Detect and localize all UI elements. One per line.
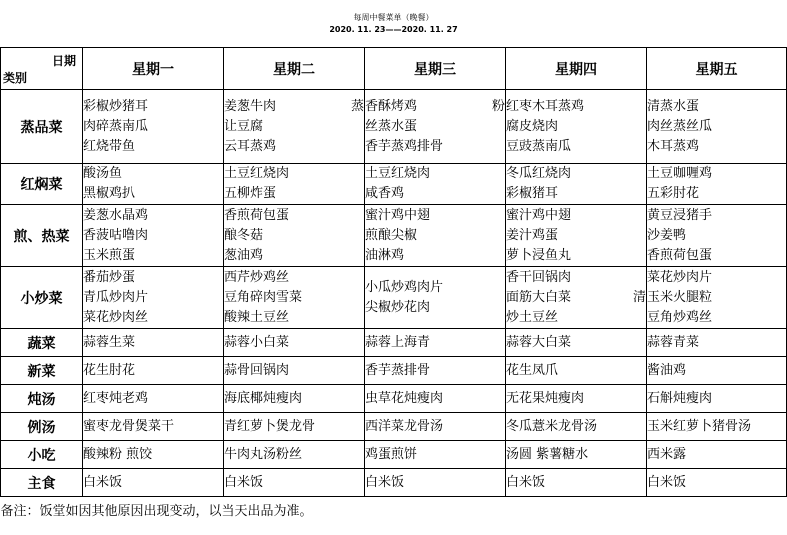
dish-item — [647, 246, 786, 266]
dish-item — [83, 184, 223, 204]
corner-category-label: 类别 — [3, 71, 28, 85]
dish-item — [365, 361, 505, 381]
dish-name: 葱油鸡 — [224, 247, 264, 263]
note-text: 备注：饭堂如因其他原因出现变动，以当天出品为准。 — [1, 497, 787, 522]
dish-name: 菜花炒肉丝 — [83, 309, 149, 325]
dish-name: 虫草花炖瘦肉 — [365, 390, 444, 406]
dish-name: 五柳炸蛋 — [224, 186, 277, 201]
dish-item — [506, 117, 646, 137]
dish-name: 蒜骨回锅肉 — [224, 362, 290, 378]
dish-item — [224, 164, 364, 184]
dish-name: 蒜蓉上海青 — [365, 334, 431, 350]
dish-cell — [365, 469, 506, 497]
dish-item — [224, 97, 364, 117]
dish-item — [224, 361, 364, 381]
dish-item — [224, 184, 364, 204]
dish-item — [83, 288, 223, 308]
dish-item — [224, 117, 364, 137]
dish-name: 玉米煎蛋 — [83, 247, 136, 263]
dish-name: 小瓜炒鸡肉片 — [365, 279, 444, 295]
dish-cell — [365, 90, 506, 164]
dish-name: 海底椰炖瘦肉 — [224, 390, 303, 406]
dish-cell — [506, 357, 647, 385]
dish-cell — [506, 267, 647, 329]
dish-name: 清蒸水蛋 — [647, 98, 700, 114]
category-label: 新菜 — [1, 357, 83, 385]
day-header-mon: 星期一 — [83, 48, 224, 90]
day-header-wed: 星期三 — [365, 48, 506, 90]
dish-cell — [83, 357, 224, 385]
dish-name: 蜜汁鸡中翅 — [365, 207, 431, 223]
dish-name: 西米露 — [647, 446, 687, 462]
dish-item — [506, 288, 646, 308]
dish-item — [224, 206, 364, 226]
menu-row — [1, 385, 787, 413]
dish-cell — [224, 357, 365, 385]
dish-cell — [647, 469, 787, 497]
dish-item — [647, 389, 786, 409]
dish-name: 青瓜炒肉片 — [83, 289, 149, 305]
dish-item — [224, 226, 364, 246]
dish-cell — [224, 329, 365, 357]
menu-row — [1, 441, 787, 469]
dish-item — [506, 184, 646, 204]
dish-name: 白米饭 — [224, 474, 264, 490]
dish-item — [506, 389, 646, 409]
dish-name: 让豆腐 — [224, 118, 264, 134]
dish-item — [365, 333, 505, 353]
dish-name: 姜汁鸡蛋 — [506, 227, 559, 243]
dish-item — [83, 97, 223, 117]
dish-item — [647, 417, 786, 437]
dish-name: 蒜蓉生菜 — [83, 334, 136, 350]
dish-name: 红枣炖老鸡 — [83, 390, 149, 406]
dish-name: 番茄炒蛋 — [83, 269, 136, 285]
dish-item — [83, 333, 223, 353]
dish-cell — [506, 329, 647, 357]
dish-item — [83, 417, 223, 437]
dish-cell — [83, 267, 224, 329]
dish-item — [83, 268, 223, 288]
dish-name: 姜葱水晶鸡 — [83, 207, 149, 223]
dish-name: 蒜蓉青菜 — [647, 334, 700, 350]
dish-name: 西洋菜龙骨汤 — [365, 418, 444, 434]
dish-item — [506, 268, 646, 288]
dish-cell — [506, 469, 647, 497]
dish-name: 香菠咕噜肉 — [83, 227, 149, 243]
dish-item — [647, 288, 786, 308]
dish-cell — [647, 205, 787, 267]
dish-cell — [365, 413, 506, 441]
menu-body — [1, 90, 787, 497]
dish-cell — [83, 90, 224, 164]
dish-name: 白米饭 — [365, 474, 405, 490]
dish-item — [647, 184, 786, 204]
dish-item — [83, 361, 223, 381]
dish-name: 彩椒猪耳 — [506, 186, 559, 201]
dish-item — [83, 117, 223, 137]
dish-cell — [647, 329, 787, 357]
category-label: 小炒菜 — [1, 267, 83, 329]
dish-cell — [83, 413, 224, 441]
dish-cell — [224, 267, 365, 329]
dish-item — [365, 117, 505, 137]
dish-name: 酿冬菇 — [224, 227, 264, 243]
dish-item — [647, 268, 786, 288]
dish-item — [83, 137, 223, 157]
dish-item — [506, 226, 646, 246]
overflow-char: 粉 — [491, 98, 505, 114]
category-label: 红焖菜 — [1, 164, 83, 205]
dish-name: 白米饭 — [83, 474, 123, 490]
dish-name: 花生肘花 — [83, 362, 136, 378]
dish-cell — [83, 441, 224, 469]
category-label: 蒸品菜 — [1, 90, 83, 164]
dish-item — [83, 164, 223, 184]
dish-cell — [506, 205, 647, 267]
header-row — [1, 48, 787, 90]
dish-name: 香干回锅肉 — [506, 269, 572, 285]
dish-item — [83, 226, 223, 246]
dish-name: 丝蒸水蛋 — [365, 118, 418, 134]
dish-cell — [647, 385, 787, 413]
dish-item — [365, 226, 505, 246]
dish-item — [365, 184, 505, 204]
dish-cell — [224, 469, 365, 497]
dish-name: 汤圆 紫薯糖水 — [506, 446, 589, 462]
dish-name: 土豆红烧肉 — [224, 166, 290, 181]
dish-name: 萝卜浸鱼丸 — [506, 247, 572, 263]
dish-cell — [224, 164, 365, 205]
dish-name: 土豆咖喱鸡 — [647, 166, 713, 181]
dish-cell — [83, 469, 224, 497]
dish-cell — [224, 205, 365, 267]
dish-item — [365, 164, 505, 184]
note-row — [1, 497, 787, 522]
corner-cell — [1, 48, 83, 90]
menu-row — [1, 357, 787, 385]
dish-item — [365, 206, 505, 226]
dish-name: 酸汤鱼 — [83, 166, 123, 181]
dish-name: 木耳蒸鸡 — [647, 138, 700, 154]
dish-name: 黑椒鸡扒 — [83, 186, 136, 201]
menu-row — [1, 329, 787, 357]
menu-row — [1, 267, 787, 329]
category-label: 小吃 — [1, 441, 83, 469]
dish-item — [647, 308, 786, 328]
dish-cell — [224, 385, 365, 413]
dish-name: 酸辣土豆丝 — [224, 309, 290, 325]
dish-cell — [224, 90, 365, 164]
dish-name: 尖椒炒花肉 — [365, 299, 431, 315]
dish-item — [224, 389, 364, 409]
dish-item — [647, 137, 786, 157]
dish-cell — [224, 413, 365, 441]
dish-name: 香芋蒸鸡排骨 — [365, 138, 444, 154]
dish-item — [365, 389, 505, 409]
dish-cell — [365, 357, 506, 385]
dish-name: 姜葱牛肉 — [224, 98, 277, 114]
dish-name: 咸香鸡 — [365, 186, 405, 201]
dish-cell — [647, 164, 787, 205]
dish-cell — [647, 413, 787, 441]
dish-name: 香煎荷包蛋 — [647, 247, 713, 263]
dish-cell — [365, 329, 506, 357]
category-label: 蔬菜 — [1, 329, 83, 357]
dish-item — [647, 226, 786, 246]
dish-name: 红枣木耳蒸鸡 — [506, 98, 585, 114]
menu-row — [1, 413, 787, 441]
dish-item — [647, 473, 786, 493]
dish-item — [506, 246, 646, 266]
dish-item — [224, 333, 364, 353]
day-header-fri: 星期五 — [647, 48, 787, 90]
dish-name: 沙姜鸭 — [647, 227, 687, 243]
dish-item — [365, 298, 505, 318]
dish-name: 西芹炒鸡丝 — [224, 269, 290, 285]
overflow-char: 蒸 — [350, 98, 364, 114]
dish-item — [506, 164, 646, 184]
dish-name: 蜜汁鸡中翅 — [506, 207, 572, 223]
dish-name: 玉米红萝卜猪骨汤 — [647, 418, 752, 434]
dish-cell — [647, 90, 787, 164]
menu-title: 每周中餐菜单（晚餐） — [353, 13, 434, 22]
dish-item — [365, 445, 505, 465]
date-range: 2020. 11. 23——2020. 11. 27 — [329, 25, 458, 34]
dish-item — [506, 308, 646, 328]
dish-item — [506, 206, 646, 226]
dish-item — [83, 473, 223, 493]
dish-name: 肉丝蒸丝瓜 — [647, 118, 713, 134]
dish-item — [506, 137, 646, 157]
dish-item — [506, 417, 646, 437]
category-label: 煎、热菜 — [1, 205, 83, 267]
dish-name: 无花果炖瘦肉 — [506, 390, 585, 406]
dish-cell — [365, 385, 506, 413]
dish-name: 青红萝卜煲龙骨 — [224, 418, 316, 434]
dish-item — [83, 308, 223, 328]
dish-cell — [506, 413, 647, 441]
dish-item — [83, 206, 223, 226]
dish-cell — [83, 205, 224, 267]
dish-name: 煎酿尖椒 — [365, 227, 418, 243]
dish-cell — [506, 385, 647, 413]
dish-item — [365, 473, 505, 493]
dish-item — [83, 246, 223, 266]
dish-cell — [506, 164, 647, 205]
dish-name: 腐皮烧肉 — [506, 118, 559, 134]
dish-cell — [647, 441, 787, 469]
menu-row — [1, 205, 787, 267]
day-header-thu: 星期四 — [506, 48, 647, 90]
menu-row — [1, 90, 787, 164]
dish-item — [647, 117, 786, 137]
dish-item — [506, 473, 646, 493]
dish-name: 冬瓜薏米龙骨汤 — [506, 418, 598, 434]
dish-item — [506, 97, 646, 117]
dish-item — [647, 97, 786, 117]
dish-name: 炒土豆丝 — [506, 309, 559, 325]
category-label: 主食 — [1, 469, 83, 497]
dish-name: 酸辣粉 煎饺 — [83, 446, 153, 462]
dish-name: 花生凤爪 — [506, 362, 559, 378]
dish-name: 云耳蒸鸡 — [224, 138, 277, 154]
dish-item — [224, 308, 364, 328]
dish-item — [83, 389, 223, 409]
dish-name: 白米饭 — [647, 474, 687, 490]
dish-name: 蒜蓉小白菜 — [224, 334, 290, 350]
dish-cell — [224, 441, 365, 469]
dish-item — [365, 97, 505, 117]
dish-name: 香芋蒸排骨 — [365, 362, 431, 378]
dish-item — [83, 445, 223, 465]
dish-cell — [83, 329, 224, 357]
dish-name: 豆角炒鸡丝 — [647, 309, 713, 325]
dish-name: 肉碎蒸南瓜 — [83, 118, 149, 134]
dish-item — [224, 288, 364, 308]
dish-name: 冬瓜红烧肉 — [506, 166, 572, 181]
dish-name: 彩椒炒猪耳 — [83, 98, 149, 114]
dish-name: 豆豉蒸南瓜 — [506, 138, 572, 154]
menu-row — [1, 164, 787, 205]
dish-name: 石斛炖瘦肉 — [647, 390, 713, 406]
dish-cell — [506, 441, 647, 469]
dish-item — [506, 445, 646, 465]
dish-item — [647, 164, 786, 184]
category-label: 炖汤 — [1, 385, 83, 413]
dish-item — [647, 361, 786, 381]
dish-name: 香煎荷包蛋 — [224, 207, 290, 223]
dish-name: 玉米火腿粒 — [647, 289, 713, 305]
dish-name: 豆角碎肉雪菜 — [224, 289, 303, 305]
dish-cell — [647, 267, 787, 329]
category-label: 例汤 — [1, 413, 83, 441]
dish-name: 五彩肘花 — [647, 186, 700, 201]
dish-item — [224, 246, 364, 266]
dish-item — [647, 445, 786, 465]
day-header-tue: 星期二 — [224, 48, 365, 90]
dish-cell — [365, 205, 506, 267]
dish-item — [365, 278, 505, 298]
dish-name: 面筋大白菜 — [506, 289, 572, 305]
dish-name: 酱油鸡 — [647, 362, 687, 378]
dish-name: 蒜蓉大白菜 — [506, 334, 572, 350]
dish-item — [647, 333, 786, 353]
dish-name: 鸡蛋煎饼 — [365, 446, 418, 462]
dish-cell — [365, 164, 506, 205]
dish-name: 蜜枣龙骨煲菜干 — [83, 418, 175, 434]
dish-item — [365, 417, 505, 437]
dish-name: 红烧带鱼 — [83, 138, 136, 154]
dish-item — [647, 206, 786, 226]
dish-item — [365, 137, 505, 157]
dish-cell — [83, 164, 224, 205]
dish-cell — [506, 90, 647, 164]
dish-name: 牛肉丸汤粉丝 — [224, 446, 303, 462]
dish-name: 白米饭 — [506, 474, 546, 490]
overflow-char: 清 — [632, 289, 646, 305]
dish-item — [224, 137, 364, 157]
dish-item — [224, 473, 364, 493]
dish-name: 香酥烤鸡 — [365, 98, 418, 114]
dish-cell — [647, 357, 787, 385]
dish-item — [365, 246, 505, 266]
dish-cell — [365, 441, 506, 469]
dish-item — [506, 333, 646, 353]
dish-name: 黄豆浸猪手 — [647, 207, 713, 223]
dish-item — [224, 445, 364, 465]
dish-cell — [83, 385, 224, 413]
dish-item — [224, 417, 364, 437]
menu-table — [0, 47, 787, 522]
dish-name: 土豆红烧肉 — [365, 166, 431, 181]
menu-row — [1, 469, 787, 497]
dish-name: 油淋鸡 — [365, 247, 405, 263]
dish-name: 菜花炒肉片 — [647, 269, 713, 285]
dish-item — [224, 268, 364, 288]
corner-date-label: 日期 — [51, 54, 76, 68]
dish-cell — [365, 267, 506, 329]
dish-item — [506, 361, 646, 381]
